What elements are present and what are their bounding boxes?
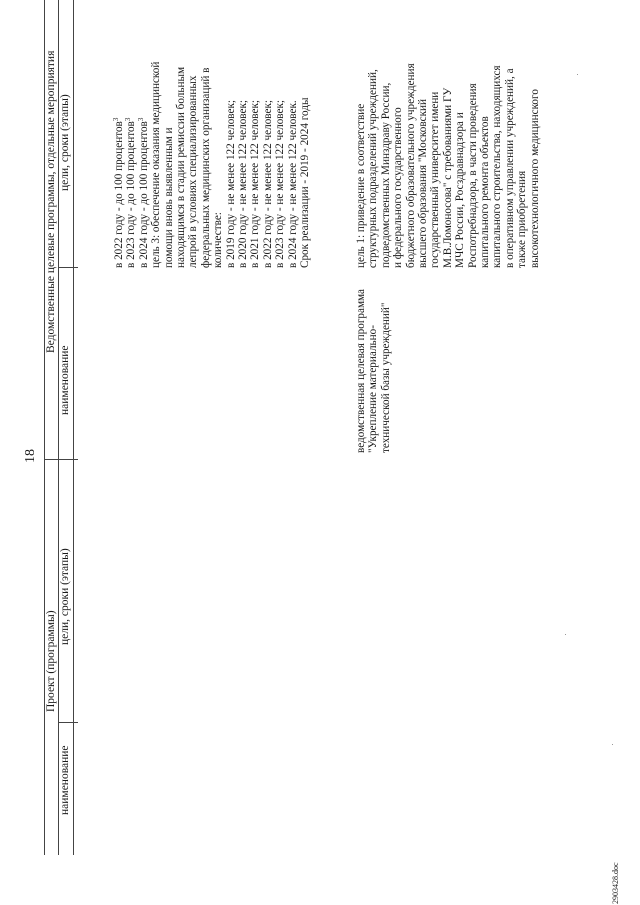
header-project-group: Проект (программы) [45,610,57,712]
row2-goals-cell [355,63,541,268]
goal-line: в 2024 году - не менее 122 человек. [286,100,299,268]
goal-line: высшего образования "Московский [417,99,430,268]
header-departmental-name: наименование [59,345,71,415]
goal-line: находящимся в стадии ремиссии больным [175,66,188,268]
groups-divider [44,459,78,460]
header-project-goals: цели, сроки (этапы) [59,548,71,645]
goal-line: также приобретения [516,170,529,268]
goal-line: государственный университет имени [429,91,442,268]
goal-line: и федерального государственного [392,107,405,268]
goal-line: помощи вновь выявленным и [162,127,175,268]
name-line: ведомственная целевая программа [355,288,367,453]
row2-name-cell [355,289,392,453]
goal-line: в 2019 году - не менее 122 человек; [224,99,237,268]
goal-line: цель 1: приведение в соответствие [355,103,367,268]
header-bottom-rule [73,0,74,855]
goal-line: бюджетного образовательного учреждения [404,63,417,268]
goal-line: федеральных медицинских организаций в [199,67,212,268]
row1-goals-cell [113,62,312,268]
goal-line: в 2021 году - не менее 122 человек; [249,99,262,268]
goal-line: в 2023 году - до 100 процентов$^3$ [124,117,138,268]
goal-line: МЧС России, Росздравнадзора и [454,112,467,268]
goal-line: лепрой в условиях специализированных [187,75,200,268]
goal-line: количестве: [212,212,225,268]
goal-line: капитального строительства, находящихся [491,65,504,268]
goal-line: в 2023 году - не менее 122 человек; [274,99,287,268]
page-number: 18 [23,449,38,463]
goal-line: структурных подразделений учреждений, [367,69,380,268]
scan-speck [577,74,578,75]
goal-line: в 2020 году - не менее 122 человек; [237,99,250,268]
goal-line: подведомственных Минздраву России, [379,82,392,268]
goal-line: высокотехнологичного медицинского [528,89,541,268]
goal-line: в 2022 году - не менее 122 человек; [261,99,274,268]
goal-line: Роспотребнадзора, в части проведения [466,83,479,268]
goal-line: в 2024 году - до 100 процентов$^3$ [136,117,150,268]
scan-speck [612,744,613,745]
file-reference: 2903428.doc [611,862,620,904]
header-departmental-group: Ведомственные целевые программы, отдельные мероприятия [45,50,57,353]
goal-line: в оперативном управлении учреждений, а [503,68,516,268]
goal-line: Срок реализации - 2019 - 2024 годы [299,97,312,268]
goal-line: М.В.Ломоносова" с требованиями ГУ [441,87,454,268]
scan-speck [565,634,566,635]
goal-line: капитального ремонта объектов [479,116,492,268]
goal-line: цель 3: обеспечение оказания медицинской [150,61,163,268]
header-project-name: наименование [59,745,71,815]
departmental-columns-divider [58,267,78,268]
goal-line: в 2022 году - до 100 процентов$^3$ [112,117,125,268]
name-line: технической базы учреждений" [379,302,392,453]
header-departmental-goals: цели, сроки (этапы) [59,94,71,191]
name-line: "Укрепление материально- [367,325,380,453]
project-columns-divider [58,722,78,723]
